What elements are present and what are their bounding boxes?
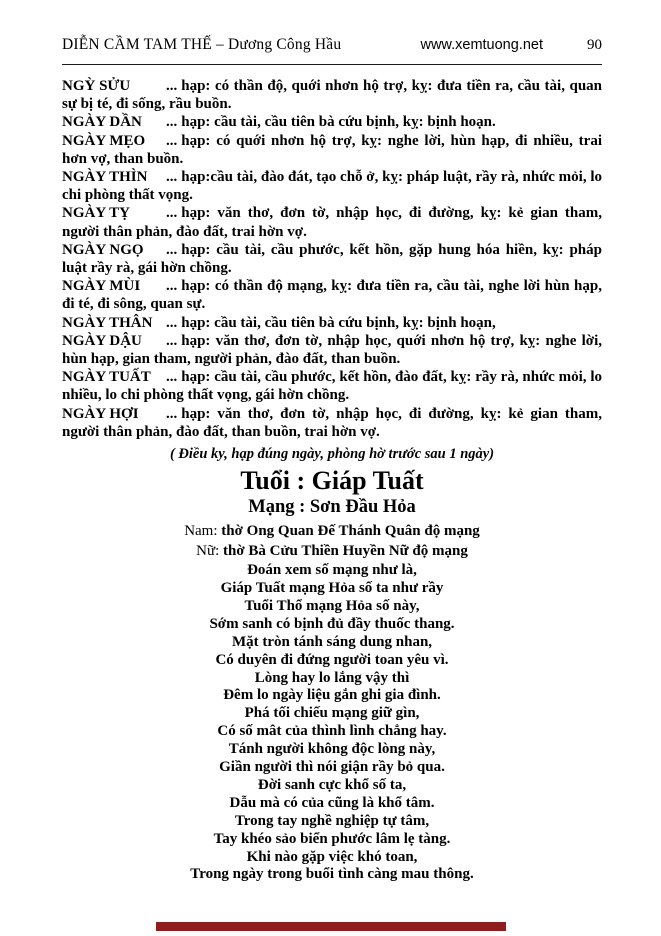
day-label: NGÀY MÙI <box>62 278 141 295</box>
day-label: NGÀY TỴ <box>62 205 130 222</box>
dots: ... <box>166 132 178 149</box>
day-label: NGÀY THÂN <box>62 314 153 331</box>
day-entry-dau <box>62 332 602 368</box>
day-entry-meo <box>62 132 602 168</box>
worship-line-nu <box>62 541 602 561</box>
dots: ... <box>166 369 178 386</box>
day-entry-than <box>62 314 602 332</box>
day-entry-tuat <box>62 368 602 404</box>
poem-line: Có số mât của thình lình chẳng hay. <box>217 723 447 740</box>
day-entry-suu <box>62 77 602 113</box>
dots: ... <box>166 405 178 422</box>
poem-line: Mặt tròn tánh sáng dung nhan, <box>231 633 433 650</box>
poem-line: Giáp Tuất mạng Hỏa số ta như rầy <box>220 579 444 596</box>
dots: ... <box>166 278 178 295</box>
fortune-poem <box>62 562 602 884</box>
poem-line: Giần người thì nói giận rầy bỏ qua. <box>219 759 445 776</box>
day-label: NGÀY NGỌ <box>62 241 144 258</box>
poem-line: Đêm lo ngày liệu gắn ghi gia đình. <box>223 687 441 704</box>
day-text: hạp: cầu tài, cầu tiên bà cứu bịnh, kỵ: bịnh hoạn. <box>181 114 496 131</box>
day-entry-ngo <box>62 241 602 277</box>
day-text: hạp: có quới nhơn hộ trợ, kỵ: nghe lời, hùn hạp, đi nhiều, trai hơn vợ, than buồn. <box>62 132 602 167</box>
dots: ... <box>166 169 178 186</box>
day-text: hạp: có thần độ, quới nhơn hộ trợ, kỵ: đưa tiền ra, cầu tài, quan sự bị té, đi sống, rầu buồn. <box>62 78 602 113</box>
dots: ... <box>166 241 178 258</box>
poem-line: Tánh người không độc lòng này, <box>228 741 436 758</box>
book-title: DIỄN CẦM TAM THẾ – Dương Công Hầu <box>62 36 342 53</box>
day-label: NGÀY MẸO <box>62 132 146 149</box>
dots: ... <box>166 314 178 331</box>
day-entry-dan <box>62 113 602 131</box>
dots: ... <box>166 332 178 349</box>
dots: ... <box>166 205 178 222</box>
nu-label: Nữ: <box>196 543 220 560</box>
poem-line: Lòng hay lo lắng vậy thì <box>254 669 410 686</box>
poem-line: Đoán xem số mạng như là, <box>247 562 417 579</box>
header-right <box>420 37 602 54</box>
day-label: NGÀY HỢI <box>62 405 139 422</box>
page-header <box>62 36 602 65</box>
day-entry-mui <box>62 277 602 313</box>
poem-line: Tuổi Thổ mạng Hỏa số này, <box>244 597 420 614</box>
day-entries <box>62 77 602 441</box>
day-text: hạp: có thần độ mạng, kỵ: đưa tiền ra, cầu tài, nghe lời hùn hạp, đi té, đi sông, quan sự. <box>62 278 602 313</box>
poem-line: Tay khéo sảo biển phước lâm lẹ tàng. <box>213 830 451 847</box>
poem-line: Đời sanh cực khổ số ta, <box>257 776 407 793</box>
day-text: hạp: văn thơ, đơn tờ, nhập học, đi đường, kỵ: kẻ gian tham, người thân phản, đào đất, than buồn, trai hờn vợ. <box>62 405 602 440</box>
day-entry-ty <box>62 204 602 240</box>
day-label: NGÀY THÌN <box>62 169 148 186</box>
day-label: NGÀY DẬU <box>62 332 142 349</box>
day-text: hạp: cầu tài, cầu phước, kết hồn, gặp hung hóa hiền, kỵ: pháp luật rầy rà, gái hờn chồng. <box>62 241 602 277</box>
worship-line-nam <box>62 521 602 541</box>
day-entry-hoi <box>62 405 602 441</box>
nam-text: thờ Ong Quan Đế Thánh Quân độ mạng <box>221 523 480 540</box>
nam-label: Nam: <box>184 523 218 540</box>
day-label: NGÀY TUẤT <box>62 369 151 386</box>
day-label: NGÀY DẦN <box>62 114 142 131</box>
day-entry-thin <box>62 168 602 204</box>
day-text: hạp: văn thơ, đơn tờ, nhập học, quới nhơn hộ trợ, kỵ: nghe lời, hùn hạp, gian tham, người phản, đào đất, than buồn. <box>62 332 602 368</box>
poem-line: Phá tối chiếu mạng giữ gìn, <box>244 705 420 722</box>
bottom-red-bar <box>156 922 506 931</box>
website-text: www.xemtuong.net <box>420 37 543 53</box>
age-heading: Tuổi : Giáp Tuất <box>240 466 424 496</box>
destiny-heading: Mạng : Sơn Đầu Hỏa <box>248 497 416 518</box>
caution-note: ( Điều ky, hạp đúng ngày, phòng hờ trước sau 1 ngày) <box>169 446 495 463</box>
poem-line: Trong ngày trong buổi tình càng mau thông. <box>190 866 474 883</box>
poem-line: Sớm sanh có bịnh đủ đầy thuốc thang. <box>209 615 455 632</box>
dots: ... <box>166 78 178 94</box>
poem-line: Trong tay nghề nghiệp tự tâm, <box>234 812 430 829</box>
day-label: NGỲ SỬU <box>62 78 131 94</box>
day-text: hạp: cầu tài, cầu tiên bà cứu bịnh, kỵ: bịnh hoạn, <box>181 314 496 331</box>
nu-text: thờ Bà Cửu Thiền Huyền Nữ độ mạng <box>223 543 468 560</box>
poem-line: Có duyên đi đứng người toan yêu vì. <box>215 651 449 668</box>
poem-line: Dẫu mà có của cũng là khổ tâm. <box>229 794 435 811</box>
dots: ... <box>166 114 178 131</box>
day-text: hạp:cầu tài, đào đát, tạo chỗ ở, kỵ: pháp luật, rầy rà, nhức mỏi, lo chi phòng thất vọng. <box>62 169 602 204</box>
poem-line: Khi nào gặp việc khó toan, <box>246 848 418 865</box>
day-text: hạp: văn thơ, đơn tờ, nhập học, đi đường, kỵ: kẻ gian tham, người thân phản, đào đất, trai hờn vợ. <box>62 205 602 240</box>
day-text: hạp: cầu tài, cầu phước, kết hồn, đào đất, kỵ: rầy rà, nhức mỏi, lo nhiều, lo chi phòng thất vọng, gái hờn chồng. <box>62 369 602 404</box>
page-number: 90 <box>587 37 602 53</box>
